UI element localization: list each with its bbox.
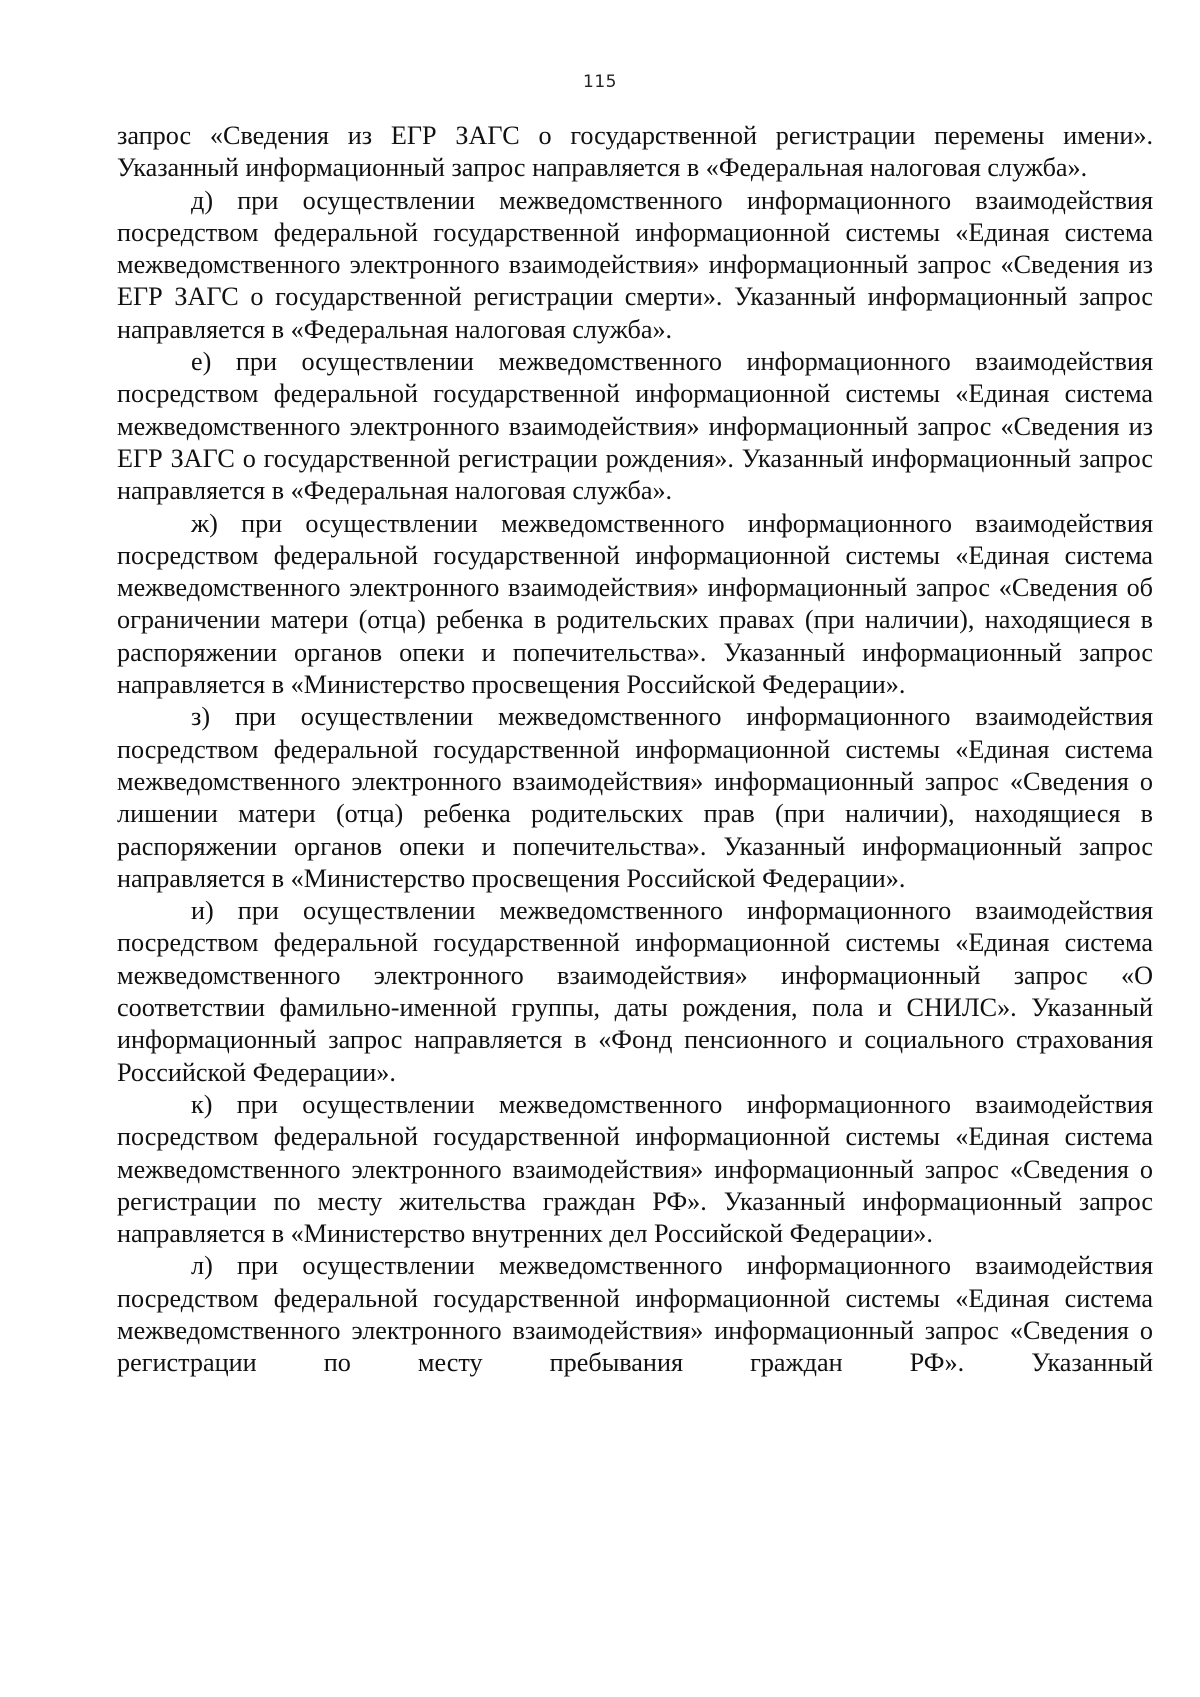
paragraph-item-l: л) при осуществлении межведомственного информационного взаимодействия посредством федеральной государственной информационной системы «Единая система межведомственного электронного взаимодействия» информационный запрос «Сведения о регистрации по месту пребывания граждан РФ». Указанный bbox=[117, 1251, 1153, 1378]
paragraph-item-zh: ж) при осуществлении межведомственного информационного взаимодействия посредством федеральной государственной информационной системы «Единая система межведомственного электронного взаимодействия» информационный запрос «Сведения об ограничении матери (отца) ребенка в родительских правах (при наличии), находящиеся в распоряжении органов опеки и попечительства». Указанный информационный запрос направляется в «Министерство просвещения Российской Федерации». bbox=[117, 508, 1153, 700]
paragraph-item-d: д) при осуществлении межведомственного информационного взаимодействия посредством федеральной государственной информационной системы «Единая система межведомственного электронного взаимодействия» информационный запрос «Сведения из ЕГР ЗАГС о государственной регистрации смерти». Указанный информационный запрос направляется в «Федеральная налоговая служба». bbox=[117, 185, 1153, 344]
paragraph-continuation: запрос «Сведения из ЕГР ЗАГС о государственной регистрации перемены имени». Указанный информационный запрос направляется в «Федеральная налоговая служба». bbox=[117, 121, 1153, 183]
paragraph-item-e: е) при осуществлении межведомственного информационного взаимодействия посредством федеральной государственной информационной системы «Единая система межведомственного электронного взаимодействия» информационный запрос «Сведения из ЕГР ЗАГС о государственной регистрации рождения». Указанный информационный запрос направляется в «Федеральная налоговая служба». bbox=[117, 347, 1153, 506]
document-body bbox=[117, 120, 1153, 1380]
paragraph-item-i: и) при осуществлении межведомственного информационного взаимодействия посредством федеральной государственной информационной системы «Единая система межведомственного электронного взаимодействия» информационный запрос «О соответствии фамильно-именной группы, даты рождения, пола и СНИЛС». Указанный информационный запрос направляется в «Фонд пенсионного и социального страхования Российской Федерации». bbox=[117, 896, 1153, 1087]
paragraph-item-z: з) при осуществлении межведомственного информационного взаимодействия посредством федеральной государственной информационной системы «Единая система межведомственного электронного взаимодействия» информационный запрос «Сведения о лишении матери (отца) ребенка родительских прав (при наличии), находящиеся в распоряжении органов опеки и попечительства». Указанный информационный запрос направляется в «Министерство просвещения Российской Федерации». bbox=[117, 702, 1153, 893]
page-number: 115 bbox=[583, 72, 617, 92]
paragraph-item-k: к) при осуществлении межведомственного информационного взаимодействия посредством федеральной государственной информационной системы «Единая система межведомственного электронного взаимодействия» информационный запрос «Сведения о регистрации по месту жительства граждан РФ». Указанный информационный запрос направляется в «Министерство внутренних дел Российской Федерации». bbox=[117, 1089, 1153, 1249]
